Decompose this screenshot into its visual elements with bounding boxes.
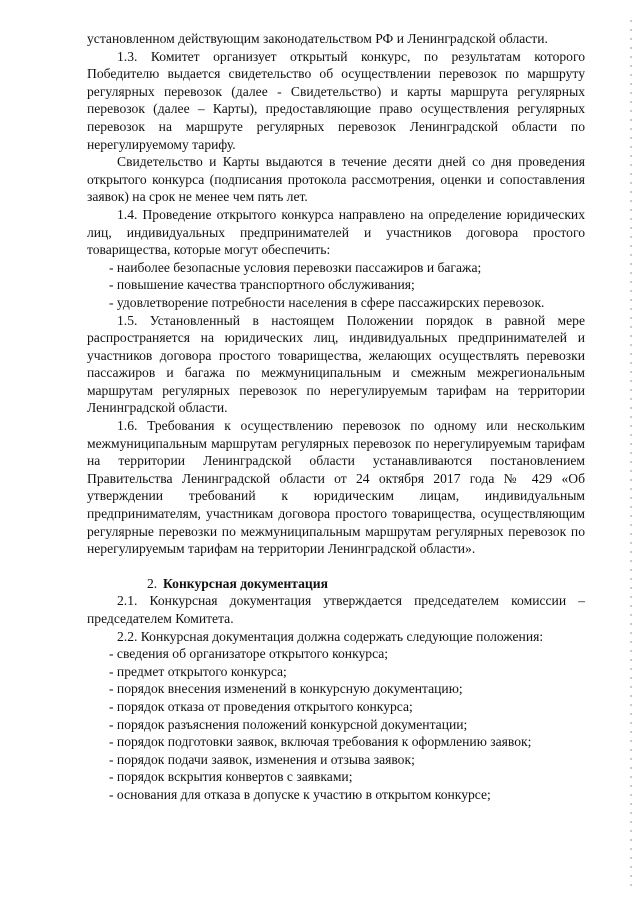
section-title: Конкурсная документация (163, 575, 328, 591)
paragraph-1-5: 1.5. Установленный в настоящем Положении порядок в равной мере распространяется на юридических лиц, индивидуальных предпринимателей и участников договора простого товарищества, желающих осуществлять перевозки пассажиров и багажа по межмуниципальным и смежным межрегиональным маршрутам регулярных перевозок по нерегулируемым тарифам на территории Ленинградской области. (87, 312, 585, 416)
paragraph-1-4: 1.4. Проведение открытого конкурса направлено на определение юридических лиц, индивидуальных предпринимателей и участников договора простого товарищества, которые могут обеспечить: (87, 206, 585, 258)
section-spacer (87, 558, 585, 575)
list-item: - наиболее безопасные условия перевозки пассажиров и багажа; (109, 259, 482, 275)
list-item: - порядок вскрытия конвертов с заявками; (109, 769, 353, 785)
list-item: - предмет открытого конкурса; (109, 663, 287, 679)
list-item: - порядок подготовки заявок, включая требования к оформлению заявок; (109, 734, 532, 750)
list-item: - порядок внесения изменений в конкурсную документацию; (109, 681, 463, 697)
list-item: - повышение качества транспортного обслуживания; (109, 277, 415, 293)
paragraph-continuation: установленном действующим законодательством РФ и Ленинградской области. (87, 31, 548, 46)
paragraph-certificate-terms: Свидетельство и Карты выдаются в течение десяти дней со дня проведения открытого конкурса (подписания протокола рассмотрения, оценки и сопоставления заявок) на срок не менее чем пять лет. (87, 154, 585, 205)
paragraph-1-3: 1.3. Комитет организует открытый конкурс, по результатам которого Победителю выдается свидетельство об осуществлении перевозок по маршруту регулярных перевозок (далее - Свидетельство) и карты маршрута регулярных перевозок (далее – Карты), предоставляющие право осуществления регулярных перевозок на маршруте регулярных перевозок Ленинградской области по нерегулируемому тарифу. (87, 48, 585, 152)
section-heading (87, 575, 585, 593)
section-number: 2. (147, 575, 158, 591)
paragraph-1-6: 1.6. Требования к осуществлению перевозок по одному или нескольким межмуниципальным маршрутам регулярных перевозок по нерегулируемым тарифам на территории Ленинградской области устанавливаются постановлением Правительства Ленинградской области от 24 октября 2017 года № 429 «Об утверждении требований к юридическим лицам, индивидуальным предпринимателям, участникам договора простого товарищества, осуществляющим регулярные перевозки по межмуниципальным маршрутам регулярных перевозок по нерегулируемым тарифам на территории Ленинградской области». (87, 418, 585, 557)
list-item: - сведения об организаторе открытого конкурса; (109, 646, 389, 662)
document-page (87, 30, 585, 804)
list-item: - основания для отказа в допуске к участию в открытом конкурсе; (109, 786, 491, 802)
paragraph-2-2: 2.2. Конкурсная документация должна содержать следующие положения: (117, 628, 544, 644)
scan-edge-marks (630, 20, 632, 890)
list-item: - порядок подачи заявок, изменения и отзыва заявок; (109, 751, 415, 767)
list-item: - порядок отказа от проведения открытого конкурса; (109, 698, 413, 714)
list-item: - удовлетворение потребности населения в сфере пассажирских перевозок. (109, 294, 545, 310)
list-item: - порядок разъяснения положений конкурсной документации; (109, 716, 468, 732)
paragraph-2-1: 2.1. Конкурсная документация утверждается председателем комиссии – председателем Комитета. (87, 593, 585, 626)
